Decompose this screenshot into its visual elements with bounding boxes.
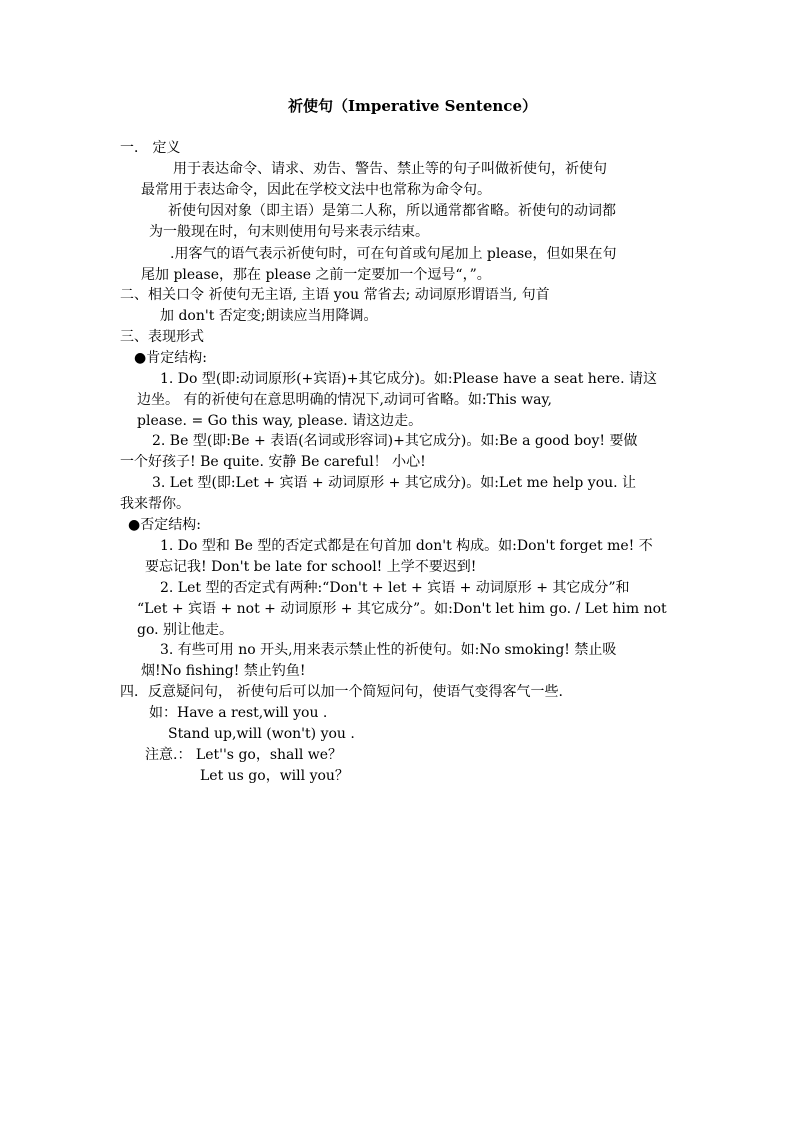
example-2: Stand up,will (won't) you . bbox=[168, 726, 355, 742]
section-2-line1: 二、相关口令 祈使句无主语, 主语 you 常省去; 动词原形谓语当, 句首 bbox=[120, 287, 550, 303]
pos-1-line2: 边坐。 有的祈使句在意思明确的情况下,动词可省略。如:This way, bbox=[137, 392, 552, 408]
def-p2-line2: 为一般现在时，句末则使用句号来表示结束。 bbox=[149, 224, 429, 240]
neg-1-line1: 1. Do 型和 Be 型的否定式都是在句首加 don't 构成。如:Don't forget me! 不 bbox=[160, 538, 653, 554]
pos-2-line1: 2. Be 型(即:Be + 表语(名词或形容词)+其它成分)。如:Be a good boy! 要做 bbox=[152, 433, 638, 449]
pos-3-line2: 我来帮你。 bbox=[120, 496, 190, 512]
positive-heading: ●肯定结构: bbox=[134, 350, 207, 366]
neg-2-line2: “Let + 宾语 + not + 动词原形 + 其它成分”。如:Don't let him go. / Let him not bbox=[137, 601, 667, 617]
def-p1-line1: 用于表达命令、请求、劝告、警告、禁止等的句子叫做祈使句，祈使句 bbox=[173, 161, 607, 177]
pos-1-line3: please. = Go this way, please. 请这边走。 bbox=[137, 413, 423, 429]
section-1-heading: 一． 定义 bbox=[120, 140, 181, 156]
example-1: 如：Have a rest,will you . bbox=[149, 705, 328, 721]
pos-1-line1: 1. Do 型(即:动词原形(+宾语)+其它成分)。如:Please have a seat here. 请这 bbox=[160, 371, 657, 387]
neg-3-line2: 烟!No fishing! 禁止钓鱼! bbox=[141, 663, 306, 679]
neg-2-line1: 2. Let 型的否定式有两种:“Don't + let + 宾语 + 动词原形 + 其它成分”和 bbox=[160, 580, 630, 596]
pos-3-line1: 3. Let 型(即:Let + 宾语 + 动词原形 + 其它成分)。如:Let me help you. 让 bbox=[152, 475, 637, 491]
neg-1-line2: 要忘记我! Don't be late for school! 上学不要迟到! bbox=[145, 559, 477, 575]
def-p3-line2: 尾加 please，那在 please 之前一定要加一个逗号“，”。 bbox=[141, 267, 491, 283]
neg-3-line1: 3. 有些可用 no 开头,用来表示禁止性的祈使句。如:No smoking! 禁止吸 bbox=[160, 642, 617, 658]
def-p3-line1: .用客气的语气表示祈使句时，可在句首或句尾加上 please，但如果在句 bbox=[170, 246, 617, 262]
note-1: 注意.： Let''s go，shall we？ bbox=[145, 747, 343, 763]
note-2: Let us go，will you？ bbox=[200, 768, 349, 784]
section-2-line2: 加 don't 否定变;朗读应当用降调。 bbox=[160, 308, 378, 324]
def-p2-line1: 祈使句因对象（即主语）是第二人称，所以通常都省略。祈使句的动词都 bbox=[168, 203, 616, 219]
negative-heading: ●否定结构: bbox=[128, 517, 201, 533]
section-4-line1: 四．反意疑问句， 祈使句后可以加一个简短问句，使语气变得客气一些. bbox=[120, 684, 563, 700]
pos-2-line2: 一个好孩子! Be quite. 安静 Be careful！ 小心! bbox=[120, 454, 426, 470]
neg-2-line3: go. 别让他走。 bbox=[137, 622, 234, 638]
page-title: 祈使句（Imperative Sentence） bbox=[288, 97, 537, 115]
section-3-heading: 三、表现形式 bbox=[120, 329, 204, 345]
def-p1-line2: 最常用于表达命令，因此在学校文法中也常称为命令句。 bbox=[141, 182, 491, 198]
